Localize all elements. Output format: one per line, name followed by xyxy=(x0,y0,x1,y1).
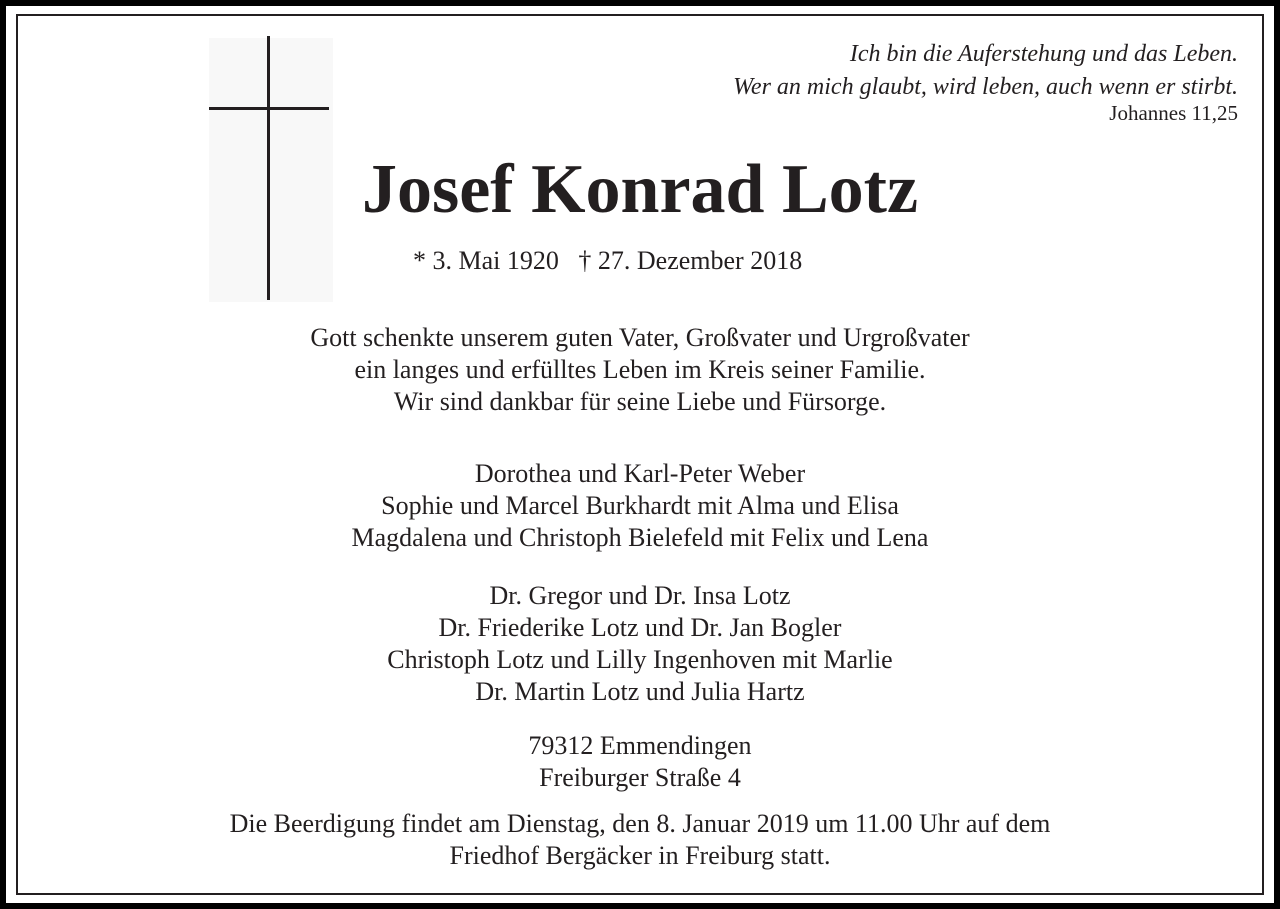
mourners-group-2 xyxy=(6,580,1274,708)
death-date: † 27. Dezember 2018 xyxy=(578,246,803,275)
mourner-line: Magdalena und Christoph Bielefeld mit Felix und Lena xyxy=(351,523,929,552)
mourner-line: Dr. Martin Lotz und Julia Hartz xyxy=(475,677,805,706)
mourner-line: Dr. Gregor und Dr. Insa Lotz xyxy=(489,581,791,610)
mourner-line: Dorothea und Karl-Peter Weber xyxy=(474,459,806,488)
mourners-group-1 xyxy=(6,458,1274,554)
mourner-line: Christoph Lotz und Lilly Ingenhoven mit Marlie xyxy=(387,645,893,674)
funeral-line: Friedhof Bergäcker in Freiburg statt. xyxy=(449,841,831,870)
bible-quote xyxy=(733,38,1238,104)
tribute-line: Wir sind dankbar für seine Liebe und Fürsorge. xyxy=(393,387,887,416)
quote-line: Ich bin die Auferstehung und das Leben. xyxy=(849,41,1238,67)
funeral-info xyxy=(6,808,1274,872)
deceased-name: Josef Konrad Lotz xyxy=(361,151,919,228)
address-line: 79312 Emmendingen xyxy=(528,731,752,760)
tribute-text xyxy=(6,322,1274,418)
mourner-line: Dr. Friederike Lotz und Dr. Jan Bogler xyxy=(438,613,842,642)
address xyxy=(6,730,1274,794)
mourner-line: Sophie und Marcel Burkhardt mit Alma und Elisa xyxy=(381,491,899,520)
life-dates xyxy=(413,245,802,277)
tribute-line: Gott schenkte unserem guten Vater, Großvater und Urgroßvater xyxy=(310,323,970,352)
funeral-line: Die Beerdigung findet am Dienstag, den 8. Januar 2019 um 11.00 Uhr auf dem xyxy=(229,809,1051,838)
cross-icon-beam xyxy=(209,107,329,110)
tribute-line: ein langes und erfülltes Leben im Kreis seiner Familie. xyxy=(354,355,926,384)
birth-date: * 3. Mai 1920 xyxy=(413,246,559,275)
address-line: Freiburger Straße 4 xyxy=(539,763,741,792)
quote-line: Wer an mich glaubt, wird leben, auch wenn er stirbt. xyxy=(733,74,1238,100)
obituary-notice xyxy=(6,6,1274,903)
quote-reference: Johannes 11,25 xyxy=(1109,101,1238,125)
